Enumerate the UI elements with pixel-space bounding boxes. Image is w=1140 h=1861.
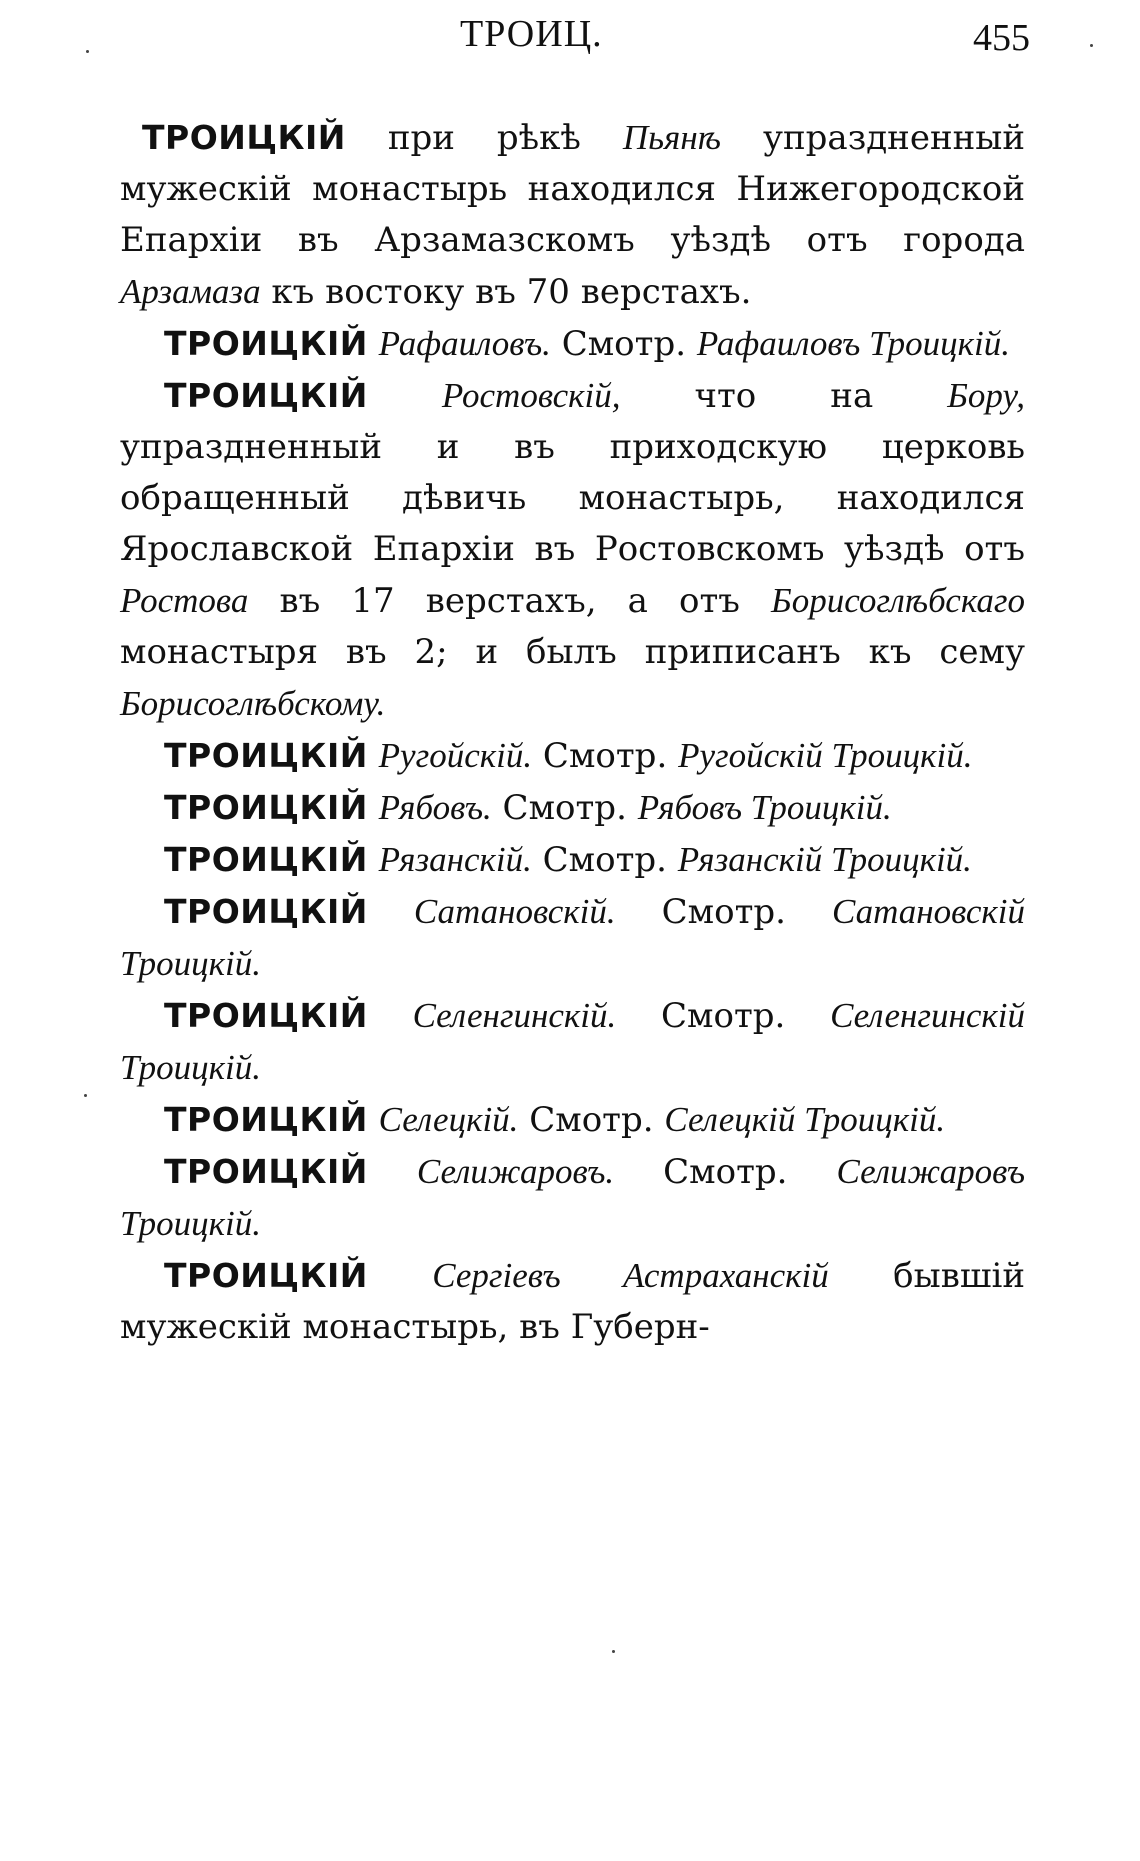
entry-text: бывшій мужескій монастырь, въ Губерн- xyxy=(120,1256,1025,1347)
entry-troitsky-satanovsky xyxy=(120,886,1025,990)
running-head: ТРОИЦ. xyxy=(460,13,603,55)
entry-place-name: Ростовскій, xyxy=(441,376,621,415)
entry-headword: ТРОИЦКІЙ xyxy=(164,736,368,775)
entry-place-name: Селецкій. xyxy=(378,1100,519,1139)
entry-place-name: Сатановскій. xyxy=(413,892,616,931)
entry-cross-reference: Селенгинскій Троицкій. xyxy=(120,996,1025,1087)
entry-headword: ТРОИЦКІЙ xyxy=(164,1152,368,1191)
entry-headword: ТРОИЦКІЙ xyxy=(164,1256,368,1295)
entry-cross-reference: Рафаиловъ Троицкій. xyxy=(696,324,1011,363)
print-speck xyxy=(1090,44,1093,47)
entry-place-name: Сергіевъ Астраханскій xyxy=(432,1256,829,1295)
entry-text: при рѣкѣ xyxy=(345,118,623,158)
entry-cross-reference: Сатановскій Троицкій. xyxy=(120,892,1025,983)
entry-place-name: Борисоглѣбскому. xyxy=(120,684,386,723)
entry-place-name: Бору, xyxy=(947,376,1025,415)
entry-text: къ востоку въ 70 верстахъ. xyxy=(260,272,752,312)
entry-headword: ТРОИЦКІЙ xyxy=(164,892,368,931)
entry-cross-reference: Селижаровъ Троицкій. xyxy=(120,1152,1025,1243)
entry-place-name: Рафаиловъ. xyxy=(378,324,551,363)
entry-text: Смотр. xyxy=(531,840,678,880)
entry-text: упраздненный мужескій монастырь находился Нижегородской Епархіи въ Арзамазскомъ уѣздѣ отъ города xyxy=(120,118,1025,260)
entry-text: что на xyxy=(620,376,948,416)
entry-text: Смотр. xyxy=(615,892,832,932)
entry-cross-reference: Ругойскій Троицкій. xyxy=(678,736,973,775)
print-speck xyxy=(86,50,89,53)
entry-headword: ТРОИЦКІЙ xyxy=(164,1100,368,1139)
entry-troitsky-rostovsky xyxy=(120,370,1025,730)
entry-headword: ТРОИЦКІЙ xyxy=(142,118,346,157)
dictionary-text xyxy=(120,112,1025,1353)
entry-headword: ТРОИЦКІЙ xyxy=(164,324,368,363)
entry-place-name: Ростова xyxy=(120,581,249,620)
entry-text: упраздненный и въ приходскую церковь обращенный дѣвичь монастырь, находился Ярославской Епархіи въ Ростовскомъ уѣздѣ отъ xyxy=(120,427,1025,569)
entry-troitsky-ryazansky xyxy=(120,834,1025,886)
entry-text: Смотр. xyxy=(518,1100,665,1140)
entry-cross-reference: Рябовъ Троицкій. xyxy=(637,788,892,827)
entry-text: въ 17 верстахъ, а отъ xyxy=(248,581,772,621)
entry-text: Смотр. xyxy=(616,996,831,1036)
entry-text: Смотр. xyxy=(491,788,638,828)
entry-text: Смотр. xyxy=(614,1152,837,1192)
entry-headword: ТРОИЦКІЙ xyxy=(164,376,368,415)
entry-cross-reference: Селецкій Троицкій. xyxy=(664,1100,946,1139)
entry-place-name: Рябовъ. xyxy=(378,788,492,827)
entry-headword: ТРОИЦКІЙ xyxy=(164,840,368,879)
entry-troitsky-selenginsky xyxy=(120,990,1025,1094)
entry-place-name: Селижаровъ. xyxy=(416,1152,615,1191)
entry-troitsky-selizharov xyxy=(120,1146,1025,1250)
entry-troitsky-rafailov xyxy=(120,318,1025,370)
entry-headword: ТРОИЦКІЙ xyxy=(164,788,368,827)
entry-headword: ТРОИЦКІЙ xyxy=(164,996,368,1035)
entry-troitsky-seletsky xyxy=(120,1094,1025,1146)
print-speck xyxy=(612,1650,615,1653)
entry-troitsky-rugoysky xyxy=(120,730,1025,782)
entry-text: Смотр. xyxy=(550,324,697,364)
page-number: 455 xyxy=(973,17,1030,59)
entry-place-name: Селенгинскій. xyxy=(412,996,617,1035)
entry-place-name: Арзамаза xyxy=(120,272,261,311)
entry-cross-reference: Рязанскій Троицкій. xyxy=(677,840,972,879)
entry-text: монастыря въ 2; и былъ приписанъ къ сему xyxy=(120,632,1025,672)
entry-troitsky-ryabov xyxy=(120,782,1025,834)
entry-place-name: Пьянѣ xyxy=(622,118,722,157)
page-header xyxy=(120,12,1030,72)
print-speck xyxy=(84,1094,87,1097)
entry-troitsky-sergiev xyxy=(120,1250,1025,1353)
entry-place-name: Ругойскій. xyxy=(378,736,533,775)
entry-troitsky-pyana xyxy=(120,112,1025,318)
entry-place-name: Рязанскій. xyxy=(378,840,532,879)
entry-text: Смотр. xyxy=(532,736,679,776)
entry-place-name: Борисоглѣбскаго xyxy=(771,581,1025,620)
